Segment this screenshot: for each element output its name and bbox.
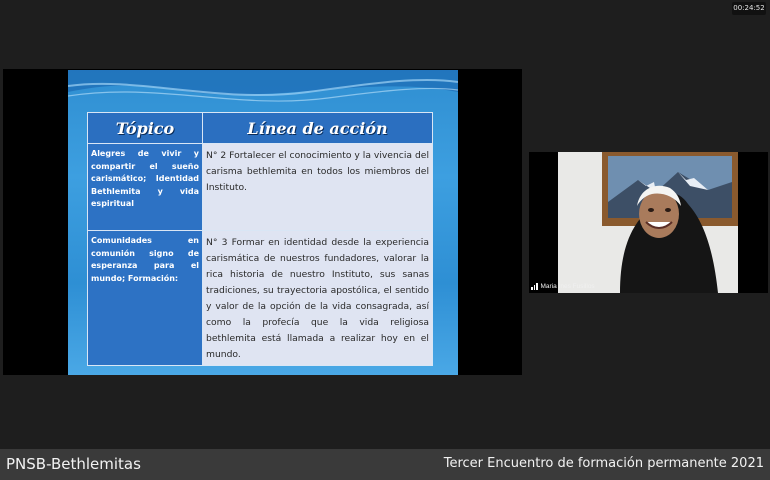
participant-video-feed <box>558 152 738 293</box>
organization-label: PNSB-Bethlemitas <box>6 455 141 473</box>
action-cell: N° 3 Formar en identidad desde la experiencia carismática de nuestros fundadores, valorar la rica historia de nuestro Instituto, sus sanas tradiciones, su trayectoria apostólica, el sentido y valor de la opción de la vida consagrada, así como la profecía que la vida religiosa bethlemita está llamada a realizar hoy en el mundo. <box>203 231 433 366</box>
topic-cell: Comunidades en comunión signo de esperanza para el mundo; Formación: <box>88 231 203 366</box>
table-row <box>88 144 433 231</box>
caption-bar <box>0 449 770 480</box>
meeting-timer: 00:24:52 <box>732 2 766 15</box>
event-title: Tercer Encuentro de formación permanente 2021 <box>443 456 764 471</box>
shared-slide <box>68 70 458 375</box>
topic-cell: Alegres de vivir y compartir el sueño carismático; Identidad Bethlemita y vida espiritual <box>88 144 203 231</box>
table-row <box>88 231 433 366</box>
participant-name: Maria Ines Fusillos <box>540 283 595 290</box>
action-cell: N° 2 Fortalecer el conocimiento y la vivencia del carisma bethlemita en todos los miembros del Instituto. <box>203 144 433 231</box>
participant-name-label <box>531 281 595 292</box>
table-header-topic: Tópico <box>88 113 203 144</box>
table-header-action: Línea de acción <box>203 113 433 144</box>
participant-video <box>558 152 738 293</box>
topics-table <box>87 112 433 366</box>
signal-bars-icon <box>531 283 538 290</box>
